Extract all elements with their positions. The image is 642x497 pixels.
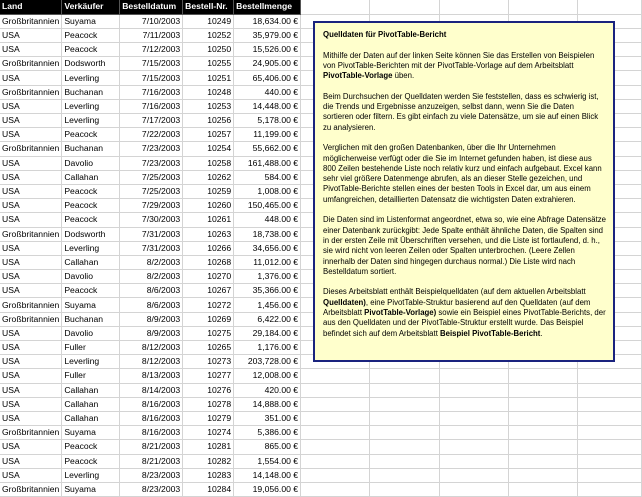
table-cell[interactable]: USA xyxy=(0,284,62,298)
table-cell[interactable]: USA xyxy=(0,369,62,383)
table-cell[interactable]: 12,008.00 € xyxy=(234,369,301,383)
table-cell[interactable]: 8/6/2003 xyxy=(120,284,183,298)
table-cell[interactable]: 11,012.00 € xyxy=(234,255,301,269)
table-cell[interactable]: Großbritannien xyxy=(0,482,62,496)
header-row xyxy=(0,0,642,14)
note-paragraph-2: Beim Durchsuchen der Quelldaten werden Sie feststellen, dass es schwierig ist, die Trends und Ergebnisse anzuzeigen, selbst dann, wenn Sie die Daten sortieren oder filtern. Es gibt einfach zu viele Datensätze, um sie auf einen Blick zu analysieren. xyxy=(323,91,599,132)
table-cell[interactable]: Suyama xyxy=(62,14,120,28)
table-cell[interactable]: Peacock xyxy=(62,128,120,142)
table-cell[interactable]: 18,634.00 € xyxy=(234,14,301,28)
table-cell[interactable]: 203,728.00 € xyxy=(234,355,301,369)
table-cell[interactable]: 10272 xyxy=(183,298,234,312)
table-cell[interactable]: 8/9/2003 xyxy=(120,326,183,340)
table-cell[interactable]: 10281 xyxy=(183,440,234,454)
table-cell[interactable]: Suyama xyxy=(62,426,120,440)
table-cell[interactable]: 7/25/2003 xyxy=(120,170,183,184)
table-cell[interactable]: 65,406.00 € xyxy=(234,71,301,85)
empty-cell[interactable] xyxy=(439,468,508,482)
empty-cell[interactable] xyxy=(578,369,642,383)
table-cell[interactable]: 7/29/2003 xyxy=(120,199,183,213)
table-cell[interactable]: 11,199.00 € xyxy=(234,128,301,142)
table-cell[interactable]: 7/25/2003 xyxy=(120,184,183,198)
table-cell[interactable]: Peacock xyxy=(62,284,120,298)
empty-cell[interactable] xyxy=(578,383,642,397)
table-cell[interactable]: Peacock xyxy=(62,213,120,227)
table-cell[interactable]: Peacock xyxy=(62,199,120,213)
table-row xyxy=(0,440,642,454)
table-cell[interactable]: 8/6/2003 xyxy=(120,298,183,312)
table-row xyxy=(0,426,642,440)
table-cell[interactable]: 440.00 € xyxy=(234,85,301,99)
table-cell[interactable]: 15,526.00 € xyxy=(234,43,301,57)
table-cell[interactable]: 7/23/2003 xyxy=(120,142,183,156)
table-cell[interactable]: 7/22/2003 xyxy=(120,128,183,142)
empty-cell[interactable] xyxy=(370,440,439,454)
table-cell[interactable]: 10269 xyxy=(183,312,234,326)
empty-cell[interactable] xyxy=(509,440,578,454)
table-cell[interactable]: 8/21/2003 xyxy=(120,440,183,454)
table-cell[interactable]: Großbritannien xyxy=(0,57,62,71)
table-cell[interactable]: 7/31/2003 xyxy=(120,241,183,255)
table-cell[interactable]: 10282 xyxy=(183,454,234,468)
table-row xyxy=(0,482,642,496)
table-cell[interactable]: 6,422.00 € xyxy=(234,312,301,326)
table-cell[interactable]: 7/16/2003 xyxy=(120,85,183,99)
empty-cell[interactable] xyxy=(578,454,642,468)
empty-cell[interactable] xyxy=(370,397,439,411)
column-header[interactable]: Bestelldatum xyxy=(120,0,183,14)
table-cell[interactable]: Großbritannien xyxy=(0,298,62,312)
table-cell[interactable]: 1,456.00 € xyxy=(234,298,301,312)
table-cell[interactable]: 8/16/2003 xyxy=(120,397,183,411)
table-cell[interactable]: 10253 xyxy=(183,99,234,113)
note-bold-text: Quelldaten) xyxy=(323,297,366,307)
table-cell[interactable]: 8/23/2003 xyxy=(120,482,183,496)
table-cell[interactable]: 5,178.00 € xyxy=(234,114,301,128)
table-cell[interactable]: Suyama xyxy=(62,298,120,312)
empty-cell[interactable] xyxy=(301,397,370,411)
empty-cell[interactable] xyxy=(509,397,578,411)
table-row xyxy=(0,369,642,383)
table-cell[interactable]: 10275 xyxy=(183,326,234,340)
table-cell[interactable]: USA xyxy=(0,341,62,355)
table-cell[interactable]: 7/15/2003 xyxy=(120,57,183,71)
table-cell[interactable]: Dodsworth xyxy=(62,57,120,71)
table-cell[interactable]: 10257 xyxy=(183,128,234,142)
empty-cell[interactable] xyxy=(578,440,642,454)
table-cell[interactable]: Peacock xyxy=(62,454,120,468)
table-cell[interactable]: 10248 xyxy=(183,85,234,99)
table-cell[interactable]: USA xyxy=(0,71,62,85)
table-cell[interactable]: USA xyxy=(0,128,62,142)
empty-cell[interactable] xyxy=(370,426,439,440)
table-cell[interactable]: Leverling xyxy=(62,71,120,85)
note-paragraph-5 xyxy=(323,287,606,338)
table-cell[interactable]: 10250 xyxy=(183,43,234,57)
table-cell[interactable]: Suyama xyxy=(62,482,120,496)
table-row xyxy=(0,411,642,425)
table-cell[interactable]: Buchanan xyxy=(62,312,120,326)
info-note-box xyxy=(313,21,615,362)
note-text: sowie ein Beispiel eines PivotTable-Berichts, der aus den Quelldaten und der PivotTable-Struktur erstellt wurde. Das Beispiel befindet sich auf dem Arbeitsblatt xyxy=(323,308,606,338)
note-text: Dieses Arbeitsblatt enthält Beispielquelldaten (auf dem aktuellen Arbeitsblatt xyxy=(323,287,586,297)
table-cell[interactable]: Davolio xyxy=(62,156,120,170)
table-cell[interactable]: 24,905.00 € xyxy=(234,57,301,71)
table-cell[interactable]: Davolio xyxy=(62,270,120,284)
table-cell[interactable]: Großbritannien xyxy=(0,142,62,156)
table-cell[interactable]: 865.00 € xyxy=(234,440,301,454)
table-cell[interactable]: 10273 xyxy=(183,355,234,369)
table-cell[interactable]: USA xyxy=(0,28,62,42)
table-cell[interactable]: 29,184.00 € xyxy=(234,326,301,340)
note-paragraph-3: Verglichen mit den großen Datenbanken, über die Ihr Unternehmen möglicherweise verfügt oder die Sie im Internet gefunden haben, ist diese aus 800 Zeilen bestehende Liste noch relativ kurz und einfach aufgebaut. Excel kann sehr viel größere Datenmenge abrufen, als an dieser Stelle gezeichen, und PivotTable-Berichte stellen eines der besten Tools in Excel dar, um aus einem umfangreichen, detaillierten Datensatz die wichtigsten Daten extrahieren. xyxy=(323,143,602,204)
empty-cell[interactable] xyxy=(301,468,370,482)
empty-cell[interactable] xyxy=(370,0,439,14)
note-text: üben. xyxy=(392,71,415,81)
table-cell[interactable]: 10274 xyxy=(183,426,234,440)
table-cell[interactable]: USA xyxy=(0,397,62,411)
column-header[interactable]: Land xyxy=(0,0,62,14)
table-cell[interactable]: Dodsworth xyxy=(62,227,120,241)
column-header[interactable]: Verkäufer xyxy=(62,0,120,14)
note-bold-text: PivotTable-Vorlage xyxy=(323,71,393,81)
table-cell[interactable]: 5,386.00 € xyxy=(234,426,301,440)
table-cell[interactable]: 7/17/2003 xyxy=(120,114,183,128)
table-cell[interactable]: Peacock xyxy=(62,184,120,198)
empty-cell[interactable] xyxy=(578,0,642,14)
table-cell[interactable]: Fuller xyxy=(62,369,120,383)
table-cell[interactable]: Peacock xyxy=(62,440,120,454)
table-cell[interactable]: 8/9/2003 xyxy=(120,312,183,326)
table-cell[interactable]: Leverling xyxy=(62,114,120,128)
table-cell[interactable]: Fuller xyxy=(62,341,120,355)
empty-cell[interactable] xyxy=(301,369,370,383)
empty-cell[interactable] xyxy=(301,482,370,496)
table-cell[interactable]: 10279 xyxy=(183,411,234,425)
table-cell[interactable]: 584.00 € xyxy=(234,170,301,184)
column-header[interactable]: Bestellmenge xyxy=(234,0,301,14)
table-cell[interactable]: 10276 xyxy=(183,383,234,397)
table-cell[interactable]: 448.00 € xyxy=(234,213,301,227)
table-cell[interactable]: 7/30/2003 xyxy=(120,213,183,227)
table-cell[interactable]: 10267 xyxy=(183,284,234,298)
empty-cell[interactable] xyxy=(509,0,578,14)
table-cell[interactable]: Davolio xyxy=(62,326,120,340)
empty-cell[interactable] xyxy=(578,482,642,496)
table-row xyxy=(0,468,642,482)
table-cell[interactable]: 10277 xyxy=(183,369,234,383)
empty-cell[interactable] xyxy=(301,426,370,440)
table-cell[interactable]: 8/13/2003 xyxy=(120,369,183,383)
table-cell[interactable]: 150,465.00 € xyxy=(234,199,301,213)
table-cell[interactable]: 35,979.00 € xyxy=(234,28,301,42)
table-cell[interactable]: 7/12/2003 xyxy=(120,43,183,57)
empty-cell[interactable] xyxy=(509,468,578,482)
empty-cell[interactable] xyxy=(509,383,578,397)
table-cell[interactable]: 1,008.00 € xyxy=(234,184,301,198)
table-cell[interactable]: 351.00 € xyxy=(234,411,301,425)
table-cell[interactable]: USA xyxy=(0,440,62,454)
empty-cell[interactable] xyxy=(509,411,578,425)
table-cell[interactable]: Großbritannien xyxy=(0,426,62,440)
table-cell[interactable]: USA xyxy=(0,383,62,397)
empty-cell[interactable] xyxy=(370,411,439,425)
table-cell[interactable]: 10266 xyxy=(183,241,234,255)
table-cell[interactable]: USA xyxy=(0,468,62,482)
table-cell[interactable]: 8/14/2003 xyxy=(120,383,183,397)
table-cell[interactable]: 14,448.00 € xyxy=(234,99,301,113)
table-cell[interactable]: Leverling xyxy=(62,355,120,369)
table-cell[interactable]: 10251 xyxy=(183,71,234,85)
table-cell[interactable]: 10262 xyxy=(183,170,234,184)
table-cell[interactable]: USA xyxy=(0,255,62,269)
empty-cell[interactable] xyxy=(509,369,578,383)
empty-cell[interactable] xyxy=(509,426,578,440)
table-cell[interactable]: 1,376.00 € xyxy=(234,270,301,284)
table-cell[interactable]: 19,056.00 € xyxy=(234,482,301,496)
table-cell[interactable]: USA xyxy=(0,454,62,468)
table-cell[interactable]: 7/23/2003 xyxy=(120,156,183,170)
table-cell[interactable]: USA xyxy=(0,114,62,128)
empty-cell[interactable] xyxy=(439,454,508,468)
table-cell[interactable]: 10254 xyxy=(183,142,234,156)
table-cell[interactable]: Großbritannien xyxy=(0,312,62,326)
table-cell[interactable]: Leverling xyxy=(62,241,120,255)
table-cell[interactable]: USA xyxy=(0,241,62,255)
table-cell[interactable]: Callahan xyxy=(62,383,120,397)
table-cell[interactable]: Großbritannien xyxy=(0,227,62,241)
empty-cell[interactable] xyxy=(370,468,439,482)
note-title: Quelldaten für PivotTable-Bericht xyxy=(323,30,447,39)
column-header[interactable]: Bestell-Nr. xyxy=(183,0,234,14)
table-cell[interactable]: Leverling xyxy=(62,468,120,482)
table-cell[interactable]: 7/15/2003 xyxy=(120,71,183,85)
table-cell[interactable]: USA xyxy=(0,355,62,369)
table-row xyxy=(0,397,642,411)
table-cell[interactable]: Großbritannien xyxy=(0,14,62,28)
table-cell[interactable]: 7/16/2003 xyxy=(120,99,183,113)
table-cell[interactable]: 35,366.00 € xyxy=(234,284,301,298)
empty-cell[interactable] xyxy=(301,383,370,397)
empty-cell[interactable] xyxy=(509,454,578,468)
empty-cell[interactable] xyxy=(439,411,508,425)
empty-cell[interactable] xyxy=(301,440,370,454)
empty-cell[interactable] xyxy=(578,468,642,482)
table-cell[interactable]: 7/11/2003 xyxy=(120,28,183,42)
table-cell[interactable]: Callahan xyxy=(62,255,120,269)
table-cell[interactable]: 10258 xyxy=(183,156,234,170)
empty-cell[interactable] xyxy=(370,369,439,383)
empty-cell[interactable] xyxy=(439,369,508,383)
empty-cell[interactable] xyxy=(370,482,439,496)
table-cell[interactable]: 10260 xyxy=(183,199,234,213)
table-cell[interactable]: 10249 xyxy=(183,14,234,28)
empty-cell[interactable] xyxy=(578,411,642,425)
empty-cell[interactable] xyxy=(439,397,508,411)
table-cell[interactable]: USA xyxy=(0,43,62,57)
empty-cell[interactable] xyxy=(370,383,439,397)
table-cell[interactable]: 10265 xyxy=(183,341,234,355)
note-text: Mithilfe der Daten auf der linken Seite können Sie das Erstellen von Beispielen von PivotTable-Berichten mit der PivotTable-Vorlage auf dem Arbeitsblatt xyxy=(323,50,595,70)
table-cell[interactable]: 10268 xyxy=(183,255,234,269)
table-cell[interactable]: 8/16/2003 xyxy=(120,426,183,440)
table-cell[interactable]: 10270 xyxy=(183,270,234,284)
empty-cell[interactable] xyxy=(578,397,642,411)
table-row xyxy=(0,383,642,397)
table-cell[interactable]: Buchanan xyxy=(62,85,120,99)
table-cell[interactable]: Callahan xyxy=(62,397,120,411)
table-cell[interactable]: 14,148.00 € xyxy=(234,468,301,482)
empty-cell[interactable] xyxy=(301,0,370,14)
table-cell[interactable]: 10256 xyxy=(183,114,234,128)
table-cell[interactable]: Callahan xyxy=(62,411,120,425)
empty-cell[interactable] xyxy=(439,383,508,397)
table-cell[interactable]: 1,176.00 € xyxy=(234,341,301,355)
table-cell[interactable]: Leverling xyxy=(62,99,120,113)
note-text: , eine PivotTable-Struktur basierend auf den Quelldaten (auf dem Arbeitsblatt xyxy=(323,297,591,318)
table-cell[interactable]: Peacock xyxy=(62,43,120,57)
table-cell[interactable]: USA xyxy=(0,326,62,340)
empty-cell[interactable] xyxy=(509,482,578,496)
empty-cell[interactable] xyxy=(578,426,642,440)
table-cell[interactable]: 8/2/2003 xyxy=(120,270,183,284)
empty-cell[interactable] xyxy=(439,426,508,440)
table-cell[interactable]: Großbritannien xyxy=(0,85,62,99)
table-cell[interactable]: USA xyxy=(0,156,62,170)
table-cell[interactable]: 10259 xyxy=(183,184,234,198)
empty-cell[interactable] xyxy=(439,0,508,14)
table-cell[interactable]: 10252 xyxy=(183,28,234,42)
table-cell[interactable]: USA xyxy=(0,170,62,184)
table-cell[interactable]: 8/16/2003 xyxy=(120,411,183,425)
empty-cell[interactable] xyxy=(301,411,370,425)
empty-cell[interactable] xyxy=(439,440,508,454)
table-cell[interactable]: 7/10/2003 xyxy=(120,14,183,28)
table-cell[interactable]: USA xyxy=(0,99,62,113)
table-cell[interactable]: 10278 xyxy=(183,397,234,411)
table-cell[interactable]: 8/21/2003 xyxy=(120,454,183,468)
note-text: . xyxy=(540,328,543,338)
note-paragraph-4: Die Daten sind im Listenformat angeordnet, etwa so, wie eine Abfrage Datensätze einer Datenbank zurückgibt: Jede Spalte enthält ähnliche Daten, die Spalten sind in der ersten Zeile mit Überschriften versehen, und die Liste ist fortlaufend, d. h., sie wird nicht von leeren Zeilen oder Spalten unterbrochen. (Leere Zellen innerhalb der Daten sind hingegen durchaus normal.) Die Liste wird nach Bestelldatum sortiert. xyxy=(323,215,607,276)
table-cell[interactable]: 420.00 € xyxy=(234,383,301,397)
note-paragraph-1 xyxy=(323,51,606,82)
table-cell[interactable]: USA xyxy=(0,270,62,284)
note-bold-text: Beispiel PivotTable-Bericht xyxy=(440,328,541,338)
table-row xyxy=(0,454,642,468)
table-cell[interactable]: 14,888.00 € xyxy=(234,397,301,411)
table-cell[interactable]: 8/12/2003 xyxy=(120,355,183,369)
table-cell[interactable]: Buchanan xyxy=(62,142,120,156)
table-cell[interactable]: USA xyxy=(0,411,62,425)
table-cell[interactable]: 8/2/2003 xyxy=(120,255,183,269)
empty-cell[interactable] xyxy=(439,482,508,496)
table-cell[interactable]: 8/23/2003 xyxy=(120,468,183,482)
table-cell[interactable]: Peacock xyxy=(62,28,120,42)
empty-cell[interactable] xyxy=(370,454,439,468)
table-cell[interactable]: 161,488.00 € xyxy=(234,156,301,170)
empty-cell[interactable] xyxy=(301,454,370,468)
table-cell[interactable]: 10261 xyxy=(183,213,234,227)
table-cell[interactable]: 10284 xyxy=(183,482,234,496)
table-cell[interactable]: 18,738.00 € xyxy=(234,227,301,241)
table-cell[interactable]: USA xyxy=(0,199,62,213)
table-cell[interactable]: 10263 xyxy=(183,227,234,241)
table-cell[interactable]: 55,662.00 € xyxy=(234,142,301,156)
note-bold-text: PivotTable-Vorlage) xyxy=(364,308,437,318)
table-cell[interactable]: 8/12/2003 xyxy=(120,341,183,355)
table-cell[interactable]: USA xyxy=(0,184,62,198)
table-cell[interactable]: USA xyxy=(0,213,62,227)
table-cell[interactable]: 10283 xyxy=(183,468,234,482)
table-cell[interactable]: 7/31/2003 xyxy=(120,227,183,241)
table-cell[interactable]: Callahan xyxy=(62,170,120,184)
table-cell[interactable]: 1,554.00 € xyxy=(234,454,301,468)
table-cell[interactable]: 10255 xyxy=(183,57,234,71)
table-cell[interactable]: 34,656.00 € xyxy=(234,241,301,255)
